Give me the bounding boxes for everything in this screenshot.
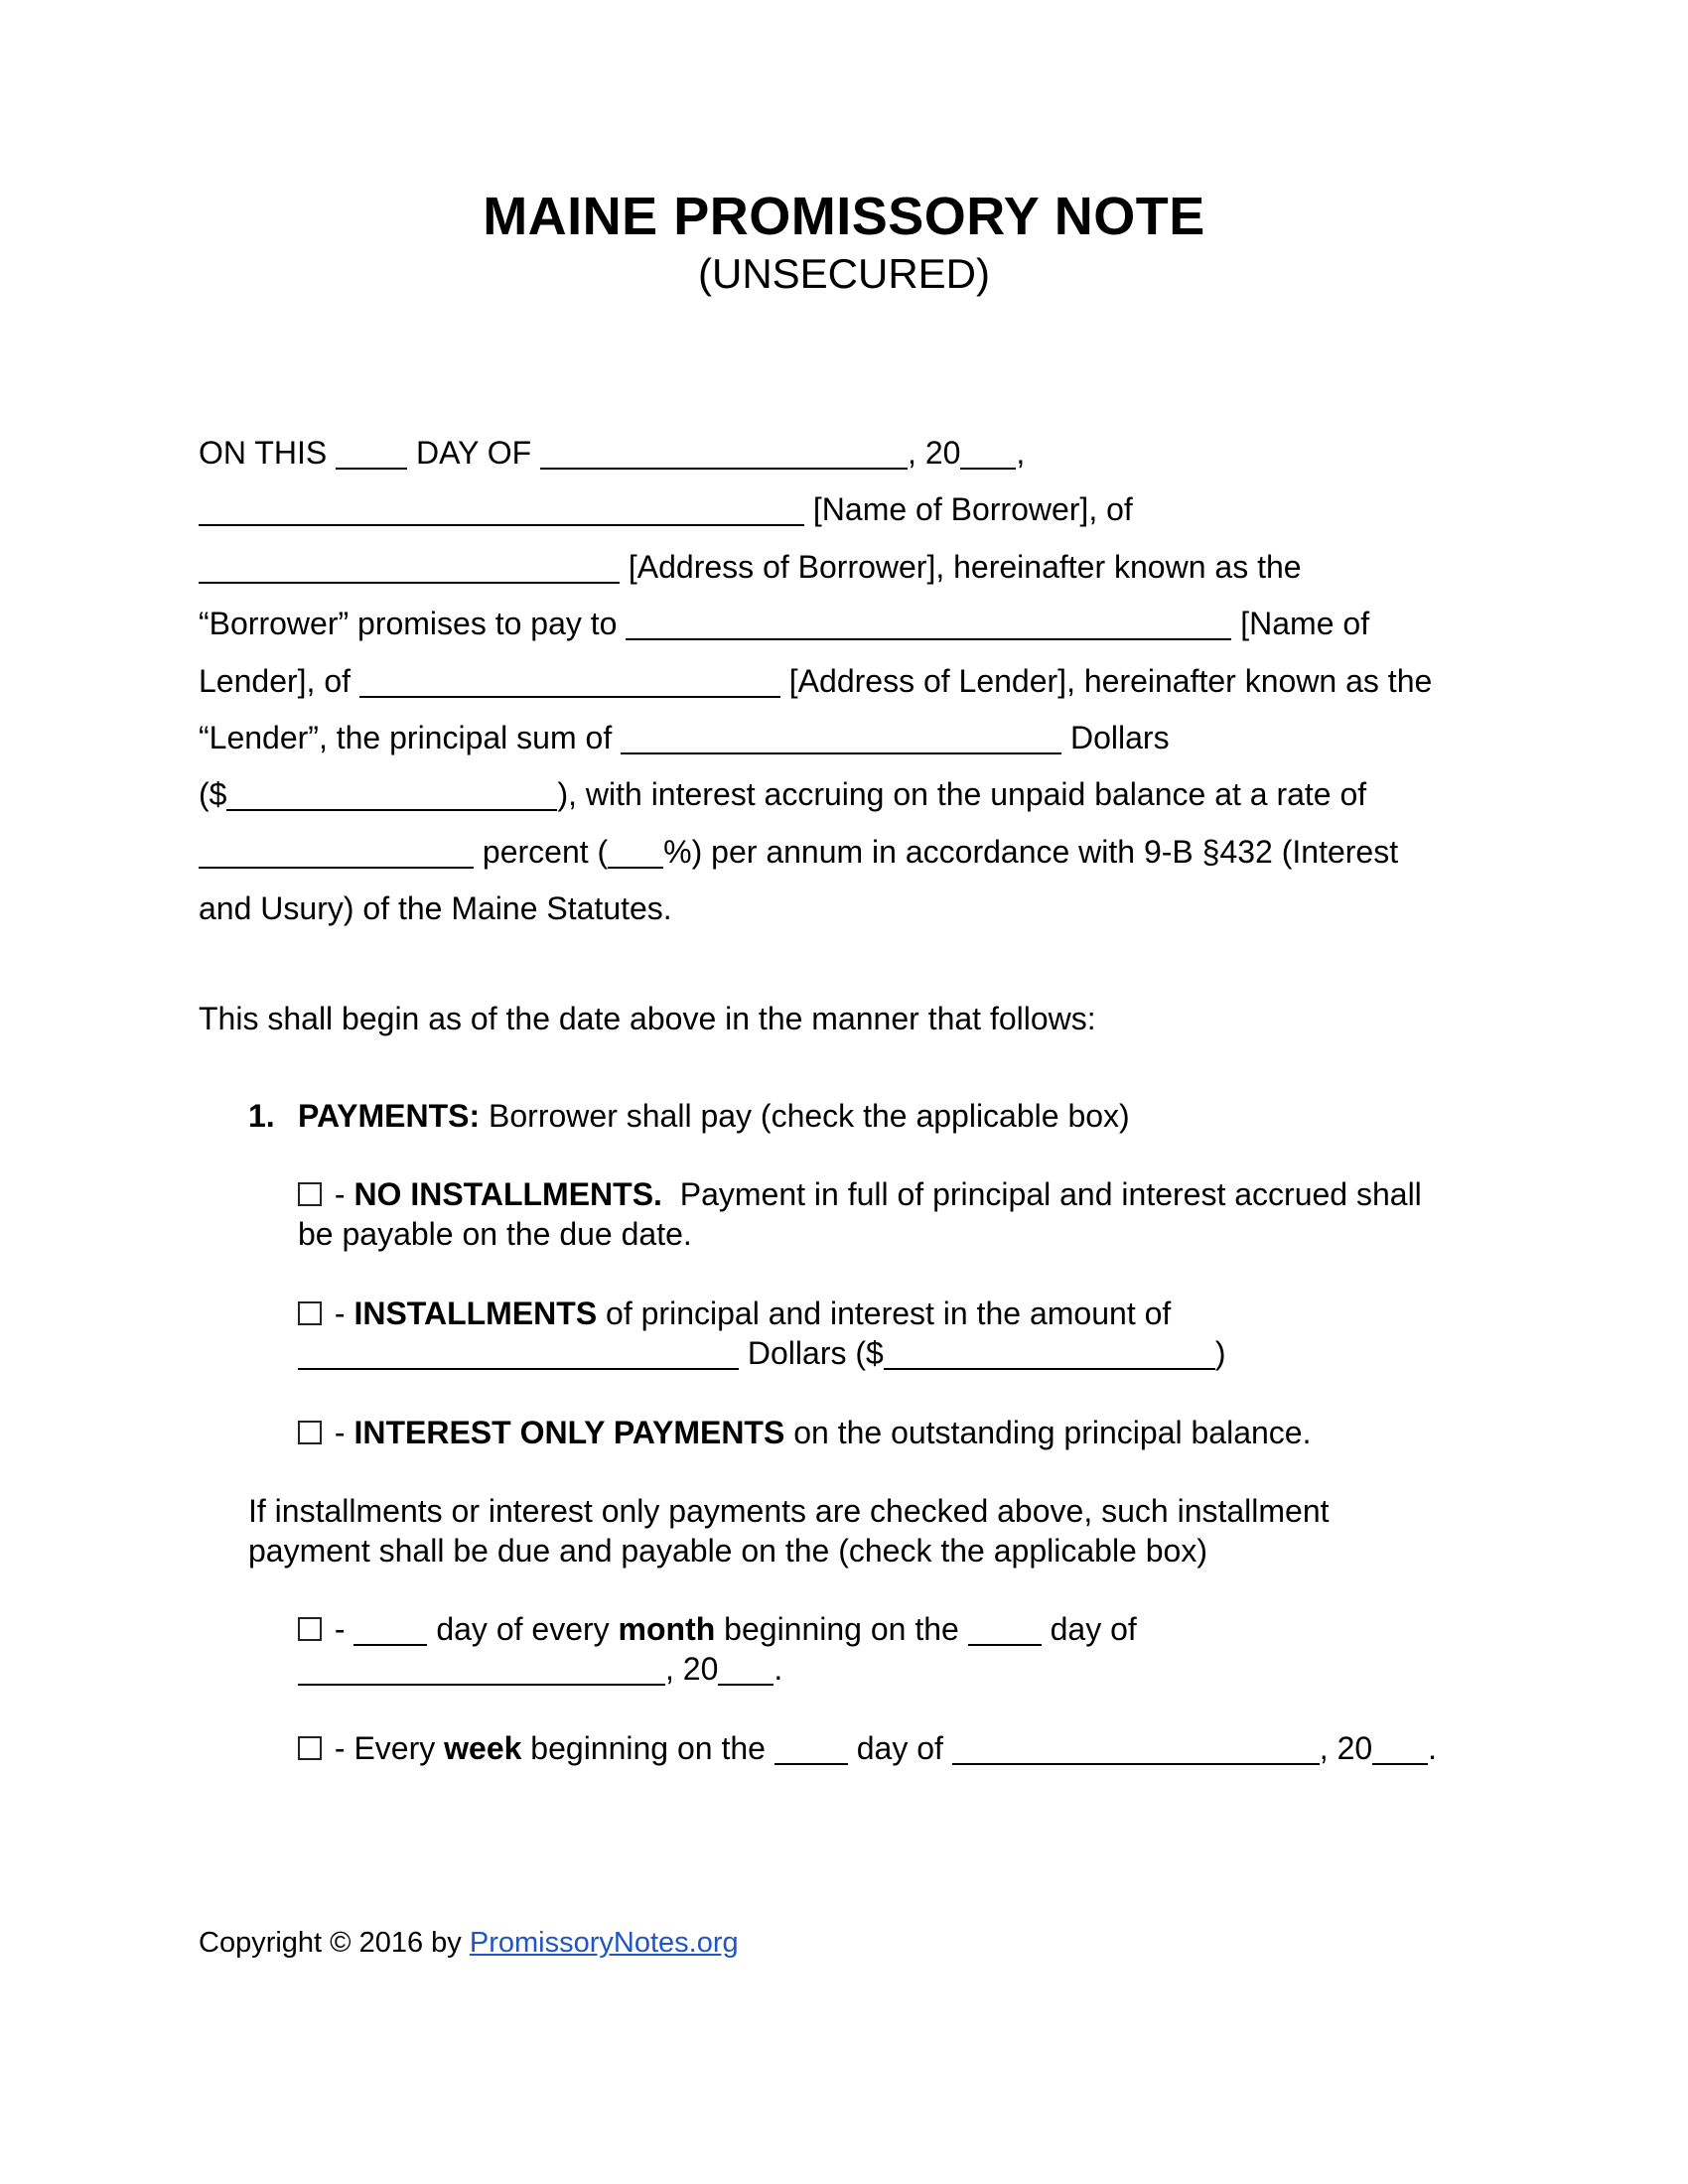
option-label: INSTALLMENTS bbox=[353, 1296, 598, 1331]
intro-line-5 bbox=[199, 657, 1509, 714]
option-text: day of bbox=[1041, 1611, 1137, 1647]
section-text: Borrower shall pay (check the applicable box) bbox=[480, 1098, 1130, 1134]
week-year-blank[interactable] bbox=[1372, 1729, 1428, 1765]
intro-line-2 bbox=[199, 485, 1509, 542]
option-text: , 20 bbox=[1319, 1730, 1373, 1766]
start-day-blank[interactable] bbox=[968, 1610, 1042, 1646]
option-dash: - bbox=[326, 1415, 354, 1450]
document-title: MAINE PROMISSORY NOTE bbox=[483, 187, 1205, 246]
intro-paragraph bbox=[199, 429, 1509, 942]
intro-text: , bbox=[1016, 435, 1026, 471]
intro-text: Dollars bbox=[1061, 719, 1170, 755]
principal-amount-blank[interactable] bbox=[226, 775, 557, 811]
intro-line-8 bbox=[199, 828, 1509, 885]
intro-text: %) per annum in accordance with 9-B §432 (Interest bbox=[663, 833, 1399, 870]
borrower-address-blank[interactable] bbox=[199, 548, 620, 584]
option-dash: - bbox=[326, 1176, 354, 1212]
intro-text: , 20 bbox=[908, 435, 961, 471]
intro-line-4 bbox=[199, 600, 1509, 656]
intro-line-3 bbox=[199, 543, 1509, 600]
installment-amount-blank[interactable] bbox=[884, 1334, 1215, 1370]
rate-words-blank[interactable] bbox=[199, 833, 474, 869]
borrower-name-blank[interactable] bbox=[199, 490, 804, 526]
option-interest-only bbox=[298, 1413, 1489, 1452]
option-text: ) bbox=[1214, 1335, 1226, 1371]
option-installments bbox=[298, 1294, 1489, 1373]
option-text: Dollars ($ bbox=[739, 1335, 884, 1371]
checkbox[interactable] bbox=[298, 1301, 322, 1325]
begin-statement: This shall begin as of the date above in the manner that follows: bbox=[199, 1001, 1096, 1036]
intro-text: “Lender”, the principal sum of bbox=[199, 719, 622, 755]
option-label: week bbox=[444, 1730, 522, 1766]
option-text: of principal and interest in the amount of bbox=[597, 1296, 1172, 1331]
intro-text: DAY OF bbox=[407, 435, 541, 471]
option-text: be payable on the due date. bbox=[298, 1216, 692, 1252]
intro-text: [Address of Lender], hereinafter known as the bbox=[779, 662, 1433, 699]
option-text: Every bbox=[353, 1730, 445, 1766]
option-dash: - bbox=[326, 1296, 354, 1331]
checkbox[interactable] bbox=[298, 1421, 322, 1444]
intro-text: ), with interest accruing on the unpaid balance at a rate of bbox=[557, 776, 1367, 813]
intro-text: Lender], of bbox=[199, 662, 359, 699]
week-day-blank[interactable] bbox=[774, 1729, 848, 1765]
option-label: NO INSTALLMENTS. bbox=[353, 1176, 662, 1212]
intro-text: percent ( bbox=[474, 833, 609, 870]
intro-line-1 bbox=[199, 429, 1509, 485]
month-day-blank[interactable] bbox=[353, 1610, 427, 1646]
intro-text: and Usury) of the Maine Statutes. bbox=[199, 890, 672, 927]
checkbox[interactable] bbox=[298, 1736, 322, 1760]
due-date-paragraph bbox=[248, 1491, 1489, 1570]
option-label: month bbox=[618, 1611, 716, 1647]
option-text: day of every bbox=[427, 1611, 619, 1647]
option-dash: - bbox=[326, 1730, 354, 1766]
option-monthly bbox=[298, 1609, 1489, 1689]
month-blank[interactable] bbox=[540, 434, 908, 470]
option-no-installments bbox=[298, 1174, 1489, 1254]
document-subtitle: (UNSECURED) bbox=[698, 250, 990, 297]
option-text: Payment in full of principal and interest accrued shall bbox=[661, 1176, 1422, 1212]
option-text: day of bbox=[847, 1730, 952, 1766]
lender-name-blank[interactable] bbox=[626, 605, 1231, 640]
intro-line-9 bbox=[199, 885, 1509, 941]
checkbox[interactable] bbox=[298, 1182, 322, 1206]
section-title: PAYMENTS: bbox=[298, 1098, 481, 1134]
option-label: INTEREST ONLY PAYMENTS bbox=[353, 1415, 785, 1450]
option-dash: - bbox=[326, 1611, 354, 1647]
principal-words-blank[interactable] bbox=[621, 719, 1061, 754]
option-text: on the outstanding principal balance. bbox=[784, 1415, 1312, 1450]
rate-percent-blank[interactable] bbox=[608, 833, 663, 869]
copyright-text: Copyright © 2016 by bbox=[199, 1927, 470, 1959]
start-month-blank[interactable] bbox=[298, 1650, 665, 1686]
start-year-blank[interactable] bbox=[718, 1650, 774, 1686]
intro-text: [Name of bbox=[1231, 606, 1370, 642]
option-text: . bbox=[774, 1651, 783, 1687]
week-month-blank[interactable] bbox=[952, 1729, 1320, 1765]
intro-line-7 bbox=[199, 770, 1509, 827]
option-text: beginning on the bbox=[715, 1611, 968, 1647]
intro-text: ON THIS bbox=[199, 435, 337, 471]
intro-text: “Borrower” promises to pay to bbox=[199, 606, 627, 642]
payments-heading bbox=[248, 1096, 1130, 1136]
day-blank[interactable] bbox=[336, 434, 407, 470]
option-text: . bbox=[1428, 1730, 1438, 1766]
section-number: 1. bbox=[248, 1098, 275, 1134]
intro-text: [Name of Borrower], of bbox=[804, 491, 1133, 528]
copyright-footer bbox=[199, 1925, 739, 1961]
lender-address-blank[interactable] bbox=[359, 662, 780, 698]
intro-line-6 bbox=[199, 714, 1509, 770]
paragraph-line: If installments or interest only payments are checked above, such installment bbox=[248, 1493, 1330, 1529]
option-weekly bbox=[298, 1728, 1489, 1768]
option-text: beginning on the bbox=[521, 1730, 774, 1766]
checkbox[interactable] bbox=[298, 1617, 322, 1641]
website-link[interactable]: PromissoryNotes.org bbox=[469, 1927, 739, 1959]
intro-text: [Address of Borrower], hereinafter known as the bbox=[620, 548, 1302, 585]
paragraph-line: payment shall be due and payable on the (check the applicable box) bbox=[248, 1533, 1207, 1569]
installment-words-blank[interactable] bbox=[298, 1334, 739, 1370]
year-blank[interactable] bbox=[960, 434, 1016, 470]
option-text: , 20 bbox=[665, 1651, 719, 1687]
intro-text: ($ bbox=[199, 776, 227, 813]
